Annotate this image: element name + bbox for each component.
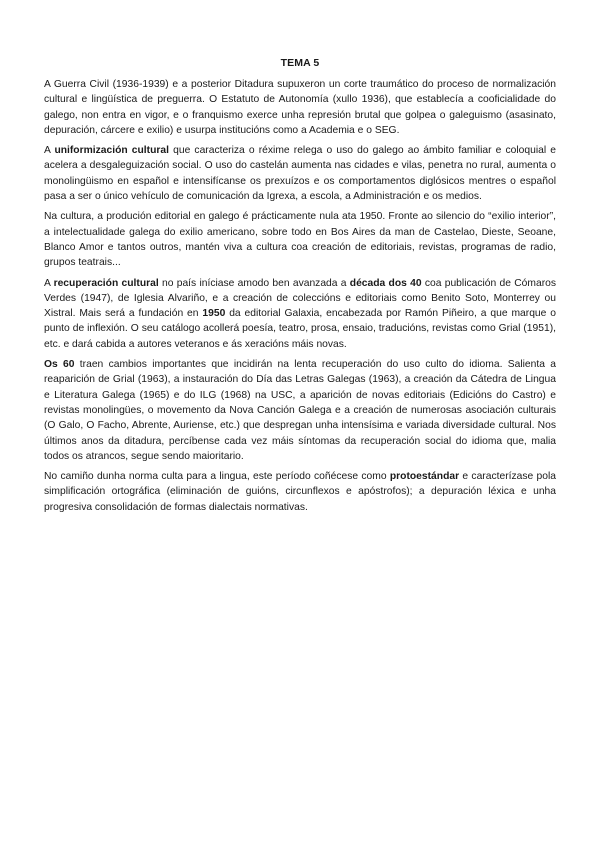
bold-term: década dos 40 [349, 277, 422, 289]
text-run: traen cambios importantes que incidirán na lenta recuperación do uso culto do idioma. Salienta a reaparición de Grial (1963), a instauración do Día das Letras Galegas (1963), a creación da Cátedra de Lingua e Literatura Galega (1965) e do ILG (1968) na USC, a aparición de novas editoriais (Edicións do Castro) e revistas monolingües, o movemento da Nova Canción Galega e a creación de numerosas asociación culturais (O Galo, O Facho, Abrente, Auriense, etc.) que despregan unha intensísima e variada diversidade cultural. Nos últimos anos da ditadura, percíbense cada vez máis síntomas da recuperación social do idioma que, malia todos os atrancos, segue sendo maioritario. [44, 359, 556, 462]
bold-term: protoestándar [389, 471, 460, 483]
text-run: que caracteriza o réxime relega o uso do galego ao ámbito familiar e coloquial e acelera a desgaleguización social. O uso do castelán aumenta nas cidades e vilas, penetra no rural, aumenta o monolingüismo en español e intensifícanse os prexuízos e os comportamentos diglósicos mentres o español pasa a ser o único vehículo de comunicación da Igrexa, a escola, a Administración e os medios. [44, 145, 556, 203]
text-run: A Guerra Civil (1936-1939) e a posterior Ditadura supuxeron un corte traumático do proceso de normalización cultural e lingüística de preguerra. O Estatuto de Autonomía (xullo 1936), que establecía a cooficialidade do galego, non entra en vigor, e o franquismo exerce unha represión brutal que golpea o galeguismo (asasinato, depuración, cárcere e exilio) e usurpa institucións como a Academia e o SEG. [44, 79, 556, 136]
document-title: TEMA 5 [280, 57, 320, 69]
paragraph [44, 143, 556, 204]
text-run: Na cultura, a produción editorial en galego é prácticamente nula ata 1950. Fronte ao silencio do “exilio interior”, a intelectualidade galega do exilio americano, sobre todo en Bos Aires da man de Castelao, Dieste, Seoane, Blanco Amor e tantos outros, mantén viva a cultura coa creación de editoriais, revistas, programas de radio, grupos teatrais... [44, 211, 556, 269]
paragraph [44, 77, 556, 138]
bold-term: recuperación cultural [53, 277, 159, 289]
bold-term: uniformización cultural [54, 145, 169, 157]
bold-term: 1950 [202, 308, 226, 320]
text-run: A [44, 277, 54, 289]
paragraph [44, 209, 556, 270]
text-run: A [44, 145, 55, 157]
paragraph [44, 469, 556, 515]
paragraph [44, 276, 556, 352]
text-run: e caracterízase pola simplificación ortográfica (eliminación de guións, circunflexos e apóstrofos); a depuración léxica e unha progresiva consolidación de formas dialectais normativas. [44, 471, 556, 513]
text-run: da editorial Galaxia, encabezada por Ramón Piñeiro, a que marque o punto de inflexión. O seu catálogo acollerá poesía, teatro, prosa, ensaio, traducións, revistas como Grial (1951), etc. e dará cabida a autores veteranos e ás xeracións máis novas. [44, 308, 556, 350]
text-run: No camiño dunha norma culta para a lingua, este período coñécese como [44, 471, 390, 483]
paragraph [44, 357, 556, 464]
text-run: coa publicación de Cómaros Verdes (1947), de Iglesia Alvariño, e a creación de coleccións e editoriais como Benito Soto, Monterrey ou Xistral. Mais será a fundación en [44, 277, 557, 320]
bold-term: Os 60 [44, 359, 75, 371]
text-run: no país iníciase amodo ben avanzada a [158, 277, 350, 289]
document-body [44, 77, 556, 515]
